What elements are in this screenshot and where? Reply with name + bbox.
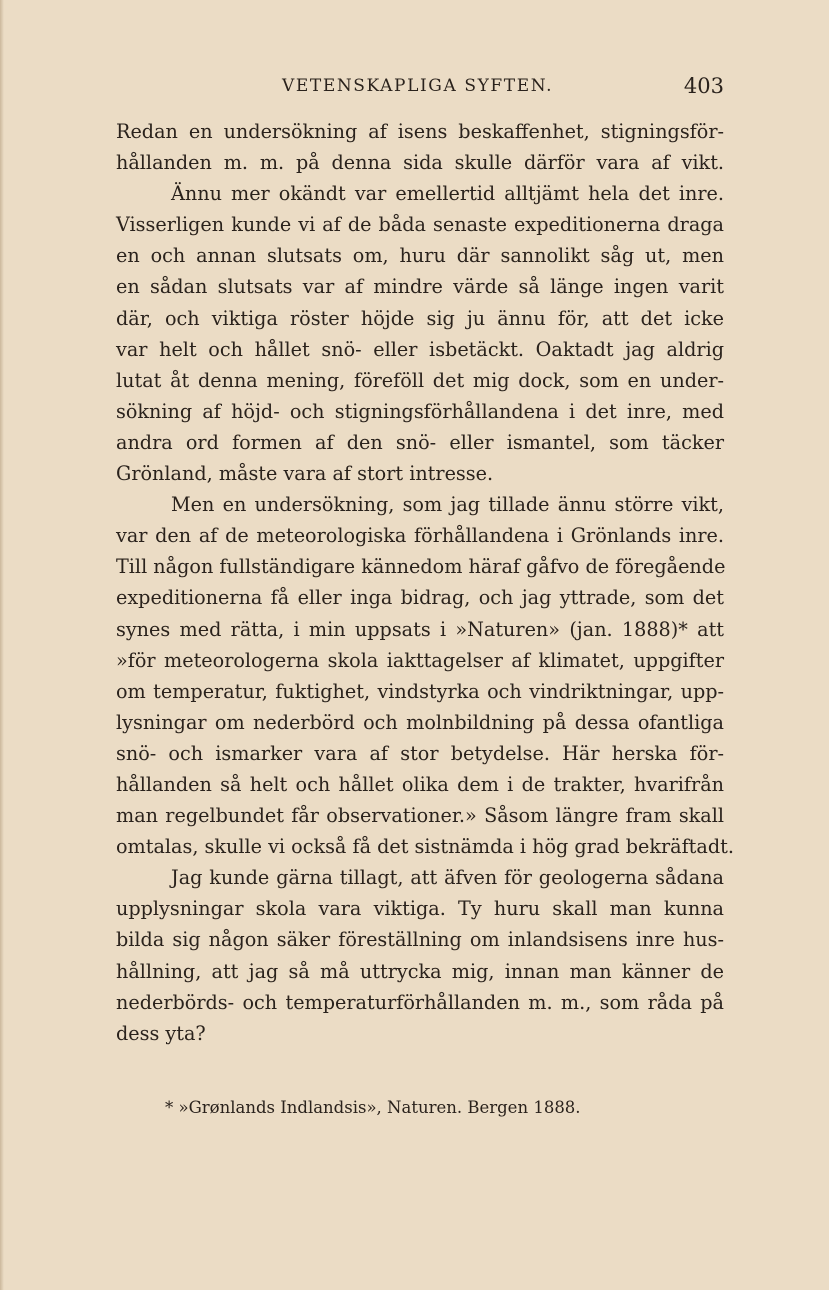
text-line: en och annan slutsats om, huru där sannolikt såg ut, men bbox=[116, 244, 724, 268]
text-line: Grönland, måste vara af stort intresse. bbox=[116, 462, 494, 486]
text-line: »för meteorologerna skola iakttagelser af klimatet, uppgifter bbox=[116, 648, 724, 672]
footnote: * »Grønlands Indlandsis», Naturen. Bergen 1888. bbox=[165, 1098, 581, 1117]
page-header bbox=[116, 74, 724, 104]
running-title: VETENSKAPLIGA SYFTEN. bbox=[282, 76, 554, 96]
text-line: omtalas, skulle vi också få det sistnämda i hög grad bekräftadt. bbox=[116, 835, 734, 859]
text-line: snö- och ismarker vara af stor betydelse. Här herska för- bbox=[116, 741, 724, 765]
text-line: hållanden så helt och hållet olika dem i de trakter, hvarifrån bbox=[116, 772, 724, 796]
text-line: var helt och hållet snö- eller isbetäckt. Oaktadt jag aldrig bbox=[116, 337, 724, 361]
text-line: Ännu mer okändt var emellertid alltjämt hela det inre. bbox=[171, 182, 724, 206]
text-line: nederbörds- och temperaturförhållanden m. m., som råda på bbox=[116, 990, 724, 1014]
text-line: lysningar om nederbörd och molnbildning på dessa ofantliga bbox=[116, 710, 724, 734]
text-line: upplysningar skola vara viktiga. Ty huru skall man kunna bbox=[116, 897, 724, 921]
text-line: andra ord formen af den snö- eller ismantel, som täcker bbox=[116, 430, 724, 454]
page-number: 403 bbox=[683, 74, 724, 98]
text-line: bilda sig någon säker föreställning om inlandsisens inre hus- bbox=[116, 928, 724, 952]
text-line: hållning, att jag så må uttrycka mig, innan man känner de bbox=[116, 959, 724, 983]
text-line: Men en undersökning, som jag tillade ännu större vikt, bbox=[171, 493, 724, 517]
text-line: Till någon fullständigare kännedom häraf gåfvo de föregående bbox=[116, 555, 726, 579]
page-edge bbox=[0, 0, 4, 1290]
text-line: synes med rätta, i min uppsats i »Naturen» (jan. 1888)* att bbox=[116, 617, 724, 641]
text-line: Visserligen kunde vi af de båda senaste expeditionerna draga bbox=[116, 213, 724, 237]
text-line: man regelbundet får observationer.» Såsom längre fram skall bbox=[116, 804, 724, 828]
text-line: lutat åt denna mening, föreföll det mig dock, som en under- bbox=[116, 368, 724, 392]
text-line: var den af de meteorologiska förhållandena i Grönlands inre. bbox=[116, 524, 724, 548]
text-line: en sådan slutsats var af mindre värde så länge ingen varit bbox=[116, 275, 724, 299]
body-text bbox=[116, 116, 734, 1049]
text-line: hållanden m. m. på denna sida skulle därför vara af vikt. bbox=[116, 151, 724, 175]
text-line: dess yta? bbox=[116, 1021, 206, 1045]
text-line: Jag kunde gärna tillagt, att äfven för geologerna sådana bbox=[171, 866, 724, 890]
text-line: sökning af höjd- och stigningsförhållandena i det inre, med bbox=[116, 399, 724, 423]
text-line: Redan en undersökning af isens beskaffenhet, stigningsför- bbox=[116, 120, 724, 143]
text-line: expeditionerna få eller inga bidrag, och jag yttrade, som det bbox=[116, 586, 724, 610]
text-line: där, och viktiga röster höjde sig ju ännu för, att det icke bbox=[116, 306, 724, 330]
text-line: om temperatur, fuktighet, vindstyrka och vindriktningar, upp- bbox=[116, 679, 724, 703]
